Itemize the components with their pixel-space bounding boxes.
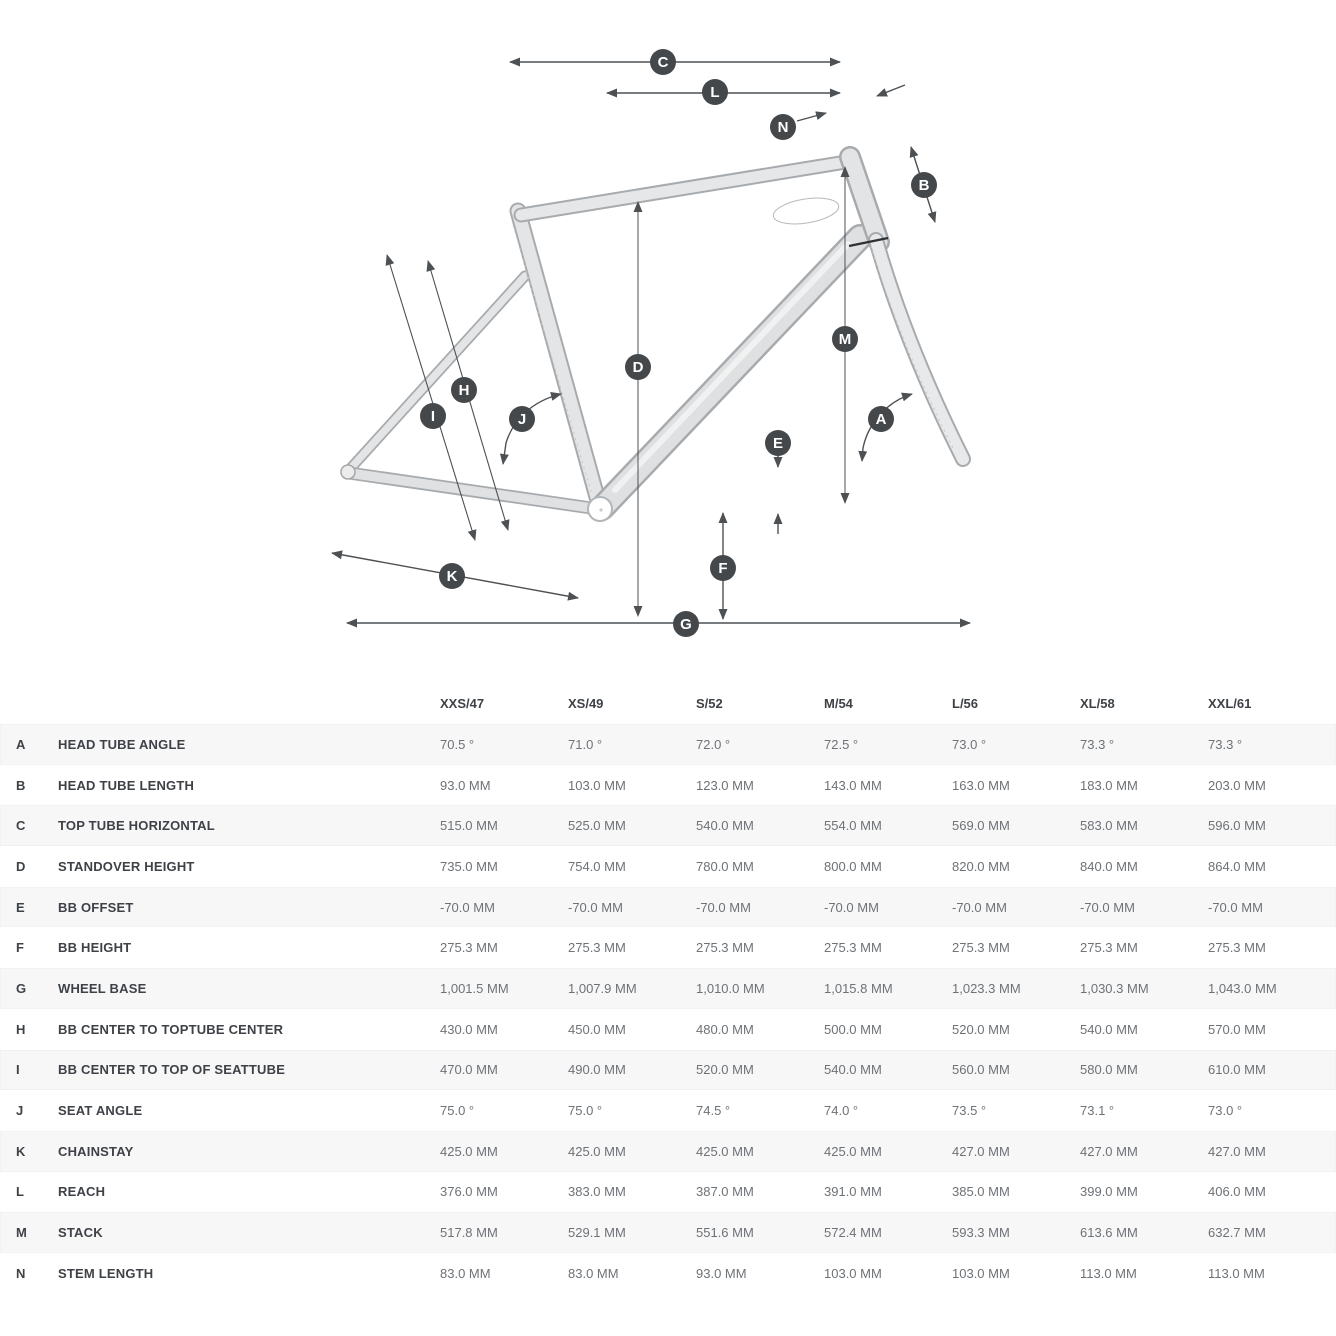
row-value: 569.0 MM — [952, 818, 1010, 834]
bike-frame-illustration — [341, 157, 963, 521]
row-value: 103.0 MM — [952, 1265, 1010, 1281]
row-value: 470.0 MM — [440, 1062, 498, 1078]
row-dimension-letter: F — [16, 940, 24, 956]
table-row — [0, 1131, 1336, 1172]
row-value: 93.0 MM — [440, 777, 491, 793]
row-value: 71.0 ° — [568, 736, 603, 752]
row-value: 735.0 MM — [440, 858, 498, 874]
badge-letter: B — [918, 177, 930, 194]
row-value: 406.0 MM — [1208, 1184, 1266, 1200]
row-value: 570.0 MM — [1208, 1021, 1266, 1037]
row-value: 560.0 MM — [952, 1062, 1010, 1078]
badge-K — [439, 563, 465, 589]
size-column-header: XL/58 — [1080, 696, 1115, 711]
row-value: 572.4 MM — [824, 1225, 882, 1241]
row-dimension-letter: H — [16, 1021, 26, 1037]
geometry-table — [0, 683, 1336, 1294]
row-dimension-label: STEM LENGTH — [58, 1265, 154, 1281]
measurement-arrows — [332, 62, 970, 623]
row-value: 183.0 MM — [1080, 777, 1138, 793]
badge-letter: C — [657, 54, 669, 71]
row-value: 450.0 MM — [568, 1021, 626, 1037]
row-value: 540.0 MM — [824, 1062, 882, 1078]
row-dimension-letter: E — [16, 899, 25, 915]
badge-G — [673, 611, 699, 637]
row-value: 163.0 MM — [952, 777, 1010, 793]
table-row — [0, 887, 1336, 928]
row-value: 275.3 MM — [824, 940, 882, 956]
row-dimension-label: BB HEIGHT — [58, 940, 132, 956]
badge-B — [911, 172, 937, 198]
row-dimension-label: STANDOVER HEIGHT — [58, 858, 195, 874]
badge-letter: G — [680, 616, 692, 633]
table-row — [0, 1009, 1336, 1050]
row-value: 383.0 MM — [568, 1184, 626, 1200]
row-value: 427.0 MM — [1208, 1143, 1266, 1159]
row-value: 520.0 MM — [952, 1021, 1010, 1037]
row-value: 83.0 MM — [568, 1265, 619, 1281]
row-value: 425.0 MM — [824, 1143, 882, 1159]
size-column-header: M/54 — [824, 696, 853, 711]
row-value: 780.0 MM — [696, 858, 754, 874]
row-value: 515.0 MM — [440, 818, 498, 834]
dimension-badges — [420, 49, 937, 637]
row-value: 391.0 MM — [824, 1184, 882, 1200]
badge-A — [868, 406, 894, 432]
row-dimension-letter: L — [16, 1184, 24, 1200]
row-dimension-label: CHAINSTAY — [58, 1143, 134, 1159]
row-dimension-letter: I — [16, 1062, 20, 1078]
row-value: 500.0 MM — [824, 1021, 882, 1037]
row-value: 74.0 ° — [824, 1103, 859, 1119]
row-value: 551.6 MM — [696, 1225, 754, 1241]
row-value: 596.0 MM — [1208, 818, 1266, 834]
table-row — [0, 1090, 1336, 1131]
badge-letter: K — [446, 568, 458, 585]
row-value: -70.0 MM — [1208, 899, 1263, 915]
row-dimension-label: BB OFFSET — [58, 899, 134, 915]
table-row — [0, 1253, 1336, 1294]
row-value: 73.3 ° — [1208, 736, 1243, 752]
badge-letter: N — [777, 119, 789, 136]
row-value: 540.0 MM — [696, 818, 754, 834]
table-row — [0, 846, 1336, 887]
badge-H — [451, 377, 477, 403]
size-column-header: S/52 — [696, 696, 723, 711]
row-value: -70.0 MM — [1080, 899, 1135, 915]
row-value: 75.0 ° — [440, 1103, 475, 1119]
row-value: 75.0 ° — [568, 1103, 603, 1119]
row-value: -70.0 MM — [952, 899, 1007, 915]
badge-I — [420, 403, 446, 429]
seat-stay-fill — [350, 276, 525, 469]
row-value: 425.0 MM — [696, 1143, 754, 1159]
row-value: 425.0 MM — [440, 1143, 498, 1159]
row-value: 275.3 MM — [696, 940, 754, 956]
row-value: 72.5 ° — [824, 736, 859, 752]
row-value: 83.0 MM — [440, 1265, 491, 1281]
table-row — [0, 765, 1336, 806]
row-value: 387.0 MM — [696, 1184, 754, 1200]
table-row — [0, 1172, 1336, 1213]
row-value: 74.5 ° — [696, 1103, 731, 1119]
bottom-bracket-center — [599, 508, 602, 511]
row-value: 754.0 MM — [568, 858, 626, 874]
row-value: 525.0 MM — [568, 818, 626, 834]
row-dimension-label: HEAD TUBE ANGLE — [58, 736, 186, 752]
row-value: 480.0 MM — [696, 1021, 754, 1037]
row-value: 517.8 MM — [440, 1225, 498, 1241]
badge-letter: E — [772, 435, 784, 452]
row-value: 385.0 MM — [952, 1184, 1010, 1200]
row-value: 593.3 MM — [952, 1225, 1010, 1241]
badge-letter: H — [458, 382, 470, 399]
row-dimension-letter: M — [16, 1225, 27, 1241]
row-dimension-letter: A — [16, 736, 26, 752]
geometry-table-body — [0, 724, 1336, 1294]
row-value: 275.3 MM — [952, 940, 1010, 956]
row-value: 490.0 MM — [568, 1062, 626, 1078]
row-value: 73.0 ° — [952, 736, 987, 752]
row-value: 73.1 ° — [1080, 1103, 1115, 1119]
row-dimension-label: SEAT ANGLE — [58, 1103, 143, 1119]
row-dimension-letter: C — [16, 818, 26, 834]
badge-D — [625, 354, 651, 380]
row-value: 275.3 MM — [568, 940, 626, 956]
row-value: 425.0 MM — [568, 1143, 626, 1159]
row-dimension-letter: J — [16, 1103, 24, 1119]
row-value: 610.0 MM — [1208, 1062, 1266, 1078]
row-dimension-label: HEAD TUBE LENGTH — [58, 777, 195, 793]
row-value: 275.3 MM — [1080, 940, 1138, 956]
row-dimension-label: TOP TUBE HORIZONTAL — [58, 818, 215, 834]
badge-letter: A — [875, 411, 887, 428]
row-dimension-letter: K — [16, 1143, 26, 1159]
badge-letter: L — [710, 84, 720, 101]
row-value: 1,007.9 MM — [568, 980, 637, 996]
size-column-header: XXL/61 — [1208, 696, 1252, 711]
row-value: 1,023.3 MM — [952, 980, 1021, 996]
badge-letter: F — [718, 560, 728, 577]
geometry-table-header — [0, 683, 1336, 724]
row-dimension-letter: D — [16, 858, 26, 874]
row-dimension-letter: N — [16, 1265, 26, 1281]
row-value: 864.0 MM — [1208, 858, 1266, 874]
row-value: 113.0 MM — [1080, 1265, 1137, 1281]
row-value: 613.6 MM — [1080, 1225, 1138, 1241]
row-value: 143.0 MM — [824, 777, 882, 793]
chain-stay-fill — [349, 473, 598, 509]
badge-letter: D — [632, 359, 644, 376]
row-value: 275.3 MM — [1208, 940, 1266, 956]
badge-letter: M — [838, 331, 852, 348]
row-value: 70.5 ° — [440, 736, 475, 752]
top-tube-cutout — [772, 194, 841, 228]
row-value: 275.3 MM — [440, 940, 498, 956]
row-value: 1,010.0 MM — [696, 980, 765, 996]
row-value: 430.0 MM — [440, 1021, 498, 1037]
row-value: 73.5 ° — [952, 1103, 987, 1119]
row-value: 840.0 MM — [1080, 858, 1138, 874]
row-value: 1,015.8 MM — [824, 980, 893, 996]
row-dimension-label: WHEEL BASE — [58, 980, 147, 996]
badge-M — [832, 326, 858, 352]
badge-N — [770, 114, 796, 140]
row-value: 820.0 MM — [952, 858, 1010, 874]
row-value: 73.3 ° — [1080, 736, 1115, 752]
row-dimension-label: BB CENTER TO TOPTUBE CENTER — [58, 1021, 284, 1037]
row-value: -70.0 MM — [696, 899, 751, 915]
row-value: 529.1 MM — [568, 1225, 626, 1241]
row-value: 123.0 MM — [696, 777, 754, 793]
row-value: 103.0 MM — [568, 777, 626, 793]
size-column-header: XXS/47 — [440, 696, 485, 711]
row-value: 72.0 ° — [696, 736, 731, 752]
row-value: 427.0 MM — [1080, 1143, 1138, 1159]
row-value: 103.0 MM — [824, 1265, 882, 1281]
row-dimension-label: STACK — [58, 1225, 103, 1241]
row-value: 800.0 MM — [824, 858, 882, 874]
row-value: 583.0 MM — [1080, 818, 1138, 834]
row-value: 399.0 MM — [1080, 1184, 1138, 1200]
row-dimension-label: REACH — [58, 1184, 106, 1200]
badge-letter: I — [430, 408, 436, 425]
size-column-header: XS/49 — [568, 696, 604, 711]
table-row — [0, 805, 1336, 846]
row-dimension-letter: B — [16, 777, 26, 793]
row-value: 1,043.0 MM — [1208, 980, 1277, 996]
seat-tube-fill — [518, 211, 600, 508]
row-value: 540.0 MM — [1080, 1021, 1138, 1037]
badge-L — [702, 79, 728, 105]
badge-letter: J — [517, 411, 527, 428]
row-value: 632.7 MM — [1208, 1225, 1266, 1241]
row-value: 580.0 MM — [1080, 1062, 1138, 1078]
row-dimension-label: BB CENTER TO TOP OF SEATTUBE — [58, 1062, 286, 1078]
row-value: -70.0 MM — [568, 899, 623, 915]
arrow-n-stem-right — [877, 85, 905, 96]
badge-F — [710, 555, 736, 581]
badge-E — [765, 430, 791, 456]
badge-J — [509, 406, 535, 432]
badge-C — [650, 49, 676, 75]
row-value: 1,030.3 MM — [1080, 980, 1149, 996]
row-dimension-letter: G — [16, 980, 27, 996]
row-value: -70.0 MM — [440, 899, 495, 915]
arrow-n-stem-left — [797, 113, 826, 121]
row-value: 427.0 MM — [952, 1143, 1010, 1159]
table-row — [0, 724, 1336, 765]
row-value: 554.0 MM — [824, 818, 882, 834]
row-value: 113.0 MM — [1208, 1265, 1265, 1281]
row-value: 93.0 MM — [696, 1265, 747, 1281]
row-value: 203.0 MM — [1208, 777, 1266, 793]
table-row — [0, 927, 1336, 968]
rear-dropout — [341, 465, 355, 479]
table-row — [0, 968, 1336, 1009]
row-value: 520.0 MM — [696, 1062, 754, 1078]
row-value: -70.0 MM — [824, 899, 879, 915]
row-value: 1,001.5 MM — [440, 980, 509, 996]
row-value: 73.0 ° — [1208, 1103, 1243, 1119]
size-column-header: L/56 — [952, 696, 979, 711]
row-value: 376.0 MM — [440, 1184, 498, 1200]
arrow-j-seat-angle-arc — [503, 394, 561, 464]
table-row — [0, 1050, 1336, 1091]
table-row — [0, 1212, 1336, 1253]
